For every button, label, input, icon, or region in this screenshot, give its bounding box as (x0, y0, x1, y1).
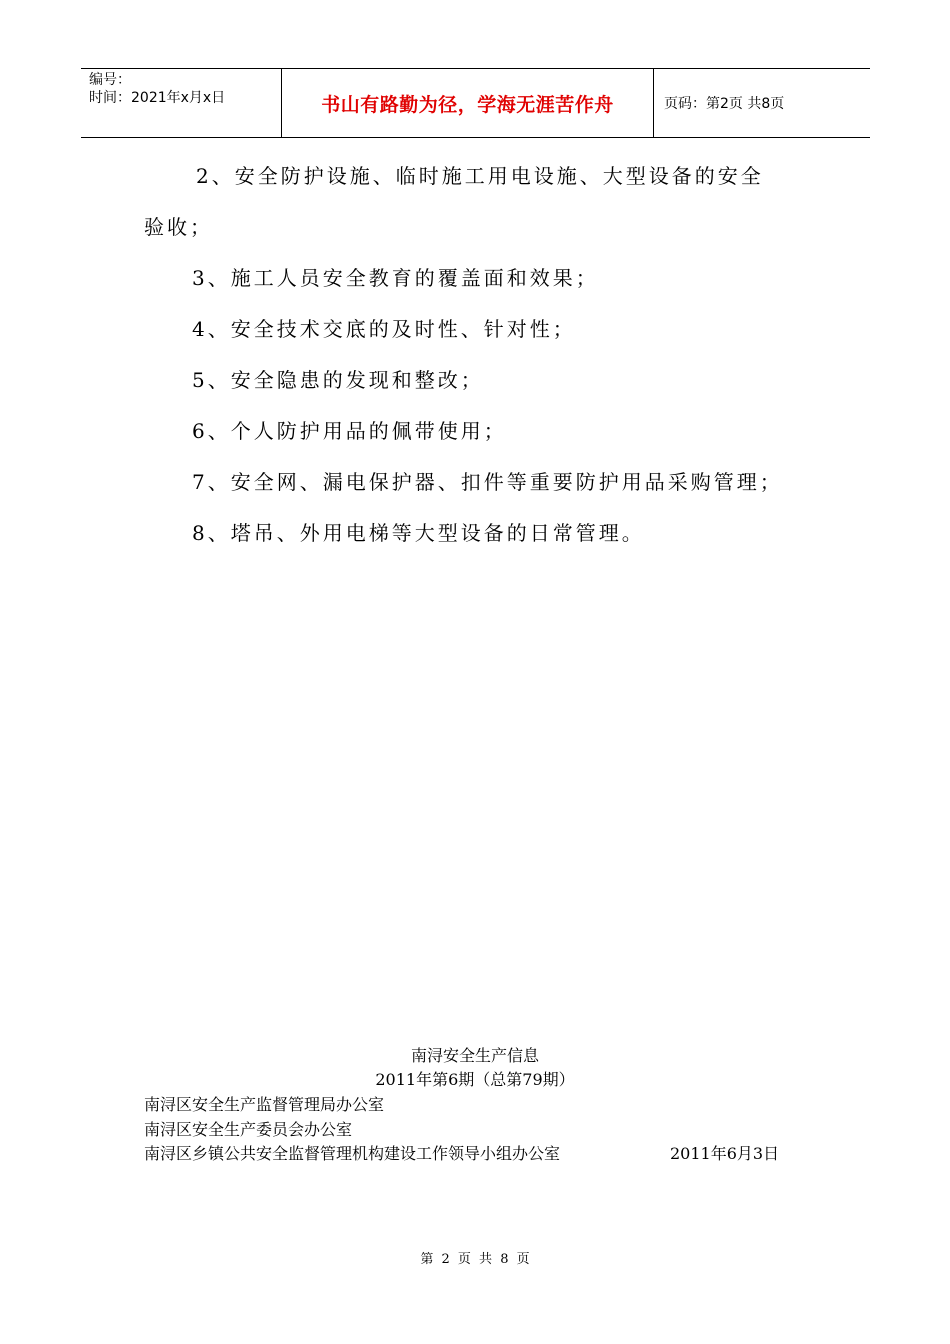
header-motto: 书山有路勤为径，学海无涯苦作舟 (321, 93, 614, 116)
document-number-label: 编号： (89, 72, 131, 88)
header-page-cell (654, 69, 870, 137)
issuer-org-3: 南浔区乡镇公共安全监督管理机构建设工作领导小组办公室 (144, 1144, 561, 1163)
header-page-label: 页码：第2页 共8页 (664, 96, 785, 112)
body-line-2: 验收； (144, 215, 213, 239)
page-header (81, 68, 870, 138)
issuer-org-1: 南浔区安全生产监督管理局办公室 (144, 1095, 385, 1114)
header-meta (81, 69, 281, 137)
issue-date: 2011年6月3日 (670, 1144, 780, 1163)
body-line-6: 6、个人防护用品的佩带使用； (192, 419, 507, 443)
issuer-org-2: 南浔区安全生产委员会办公室 (144, 1120, 353, 1139)
document-date-label: 时间：2021年x月x日 (89, 90, 226, 106)
body-line-3: 3、施工人员安全教育的覆盖面和效果； (192, 266, 599, 290)
bulletin-issue: 2011年第6期（总第79期） (375, 1070, 575, 1089)
bulletin-title: 南浔安全生产信息 (410, 1046, 539, 1065)
body-line-1: 2、安全防护设施、临时施工用电设施、大型设备的安全 (196, 164, 764, 188)
body-line-4: 4、安全技术交底的及时性、针对性； (192, 317, 576, 341)
page-number-footer: 第 2 页 共 8 页 (420, 1252, 530, 1267)
body-line-5: 5、安全隐患的发现和整改； (192, 368, 484, 392)
body-line-8: 8、塔吊、外用电梯等大型设备的日常管理。 (192, 521, 645, 545)
body-line-7: 7、安全网、漏电保护器、扣件等重要防护用品采购管理； (192, 470, 783, 494)
header-motto-cell (281, 69, 654, 137)
